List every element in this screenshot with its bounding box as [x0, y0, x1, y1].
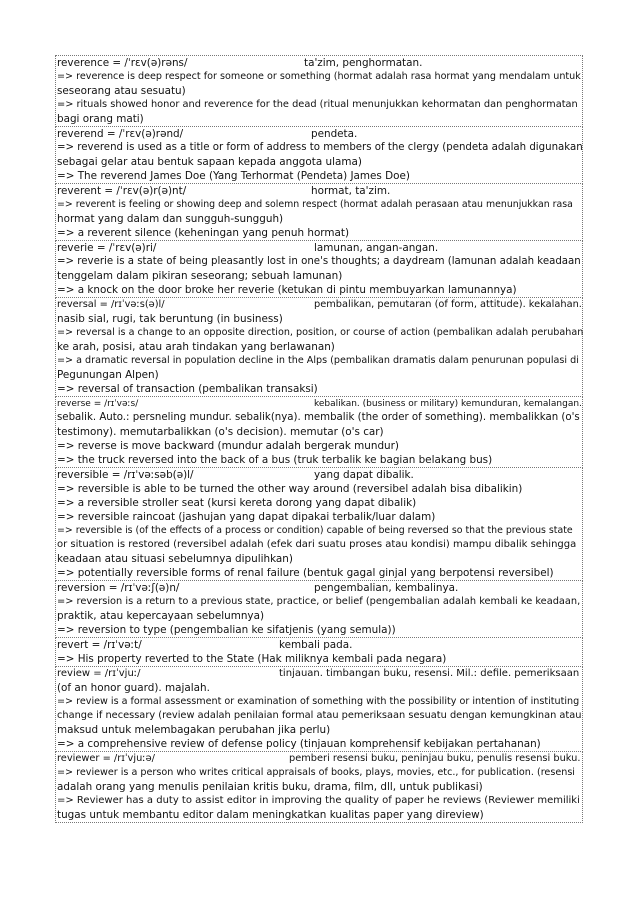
entry-line: => reversion is a return to a previous state, practice, or belief (pengembalian adalah kembali ke keadaan,	[57, 596, 581, 607]
entry-line: adalah orang yang menulis penilaian kritis buku, drama, film, dll, untuk publikasi)	[57, 781, 483, 793]
entry-term: reversion = /rɪˈvəːʃ(ə)n/	[57, 582, 180, 594]
entry-line: => reverent is feeling or showing deep and solemn respect (hormat adalah perasaan atau menunjukkan rasa	[57, 199, 573, 210]
entry-term: review = /rɪˈvjuː/	[57, 668, 141, 679]
entry-line: => reverend is used as a title or form of address to members of the clergy (pendeta adalah digunakan	[57, 142, 583, 153]
entry-line: => reverie is a state of being pleasantly lost in one's thoughts; a daydream (lamunan adalah keadaan	[57, 256, 581, 267]
entry-translation: pembalikan, pemutaran (of form, attitude). kekalahan.	[314, 299, 582, 310]
entry-line: => reversal is a change to an opposite direction, position, or course of action (pembalikan adalah perubahan	[57, 327, 584, 338]
dictionary-entry	[55, 55, 583, 127]
entry-translation: pemberi resensi buku, peninjau buku, penulis resensi buku.	[289, 753, 581, 764]
entry-term: reverse = /rɪˈvəːs/	[57, 399, 139, 409]
dictionary-entry	[55, 241, 583, 298]
entry-line: => a comprehensive review of defense policy (tinjauan komprehensif kebijakan pertahanan)	[57, 738, 541, 750]
dictionary-entry	[55, 127, 583, 184]
entry-line: => reversal of transaction (pembalikan transaksi)	[57, 383, 318, 395]
entry-term: reversible = /rɪˈvəːsəb(ə)l/	[57, 469, 194, 481]
entry-translation: hormat, ta'zim.	[311, 185, 391, 197]
entry-line: => a knock on the door broke her reverie (ketukan di pintu membuyarkan lamunannya)	[57, 284, 517, 296]
entry-line: => a reverent silence (keheningan yang penuh hormat)	[57, 227, 350, 239]
entry-line: tugas untuk membantu editor dalam meningkatkan kualitas paper yang direview)	[57, 809, 484, 821]
entry-line: => reverse is move backward (mundur adalah bergerak mundur)	[57, 440, 399, 452]
entry-line: => rituals showed honor and reverence for the dead (ritual menunjukkan kehormatan dan penghormatan	[57, 99, 578, 110]
dictionary-entry	[55, 667, 583, 752]
dictionary-entry	[55, 184, 583, 241]
entry-term: reverence = /ˈrɛv(ə)rəns/	[57, 57, 188, 69]
entry-line: => review is a formal assessment or examination of something with the possibility or intention of instituting	[57, 696, 580, 707]
entry-line: maksud untuk melembagakan perubahan jika perlu)	[57, 724, 331, 736]
entry-line: => potentially reversible forms of renal failure (bentuk gagal ginjal yang berpotensi reversibel)	[57, 567, 554, 579]
entry-headline	[56, 752, 582, 766]
entry-translation: tinjauan. timbangan buku, resensi. Mil.: defile. pemeriksaan	[279, 668, 580, 679]
entry-headline	[56, 56, 582, 70]
entry-line: => His property reverted to the State (Hak miliknya kembali pada negara)	[57, 653, 447, 665]
entry-headline	[56, 241, 582, 255]
dictionary-entry	[55, 752, 583, 823]
dictionary-entry	[55, 298, 583, 397]
entry-line: sebalik. Auto.: persneling mundur. sebalik(nya). membalik (the order of something). membalikkan (o's	[57, 412, 580, 423]
entry-line: => Reviewer has a duty to assist editor in improving the quality of paper he reviews (Reviewer memiliki	[57, 795, 580, 806]
dictionary-entry	[55, 581, 583, 638]
entry-line: bagi orang mati)	[57, 113, 144, 125]
entry-translation: pengembalian, kembalinya.	[314, 582, 459, 594]
entry-line: => reversible is able to be turned the other way around (reversibel adalah bisa dibalikin)	[57, 483, 523, 495]
entry-headline	[56, 298, 582, 312]
entry-headline	[56, 468, 582, 482]
dictionary-entry	[55, 468, 583, 581]
entry-line: seseorang atau sesuatu)	[57, 85, 186, 97]
entry-translation: kembali pada.	[279, 639, 353, 651]
entry-headline	[56, 184, 582, 198]
entry-line: => the truck reversed into the back of a bus (truk terbalik ke bagian belakang bus)	[57, 454, 493, 466]
entry-list	[55, 55, 583, 823]
entry-term: reverie = /ˈrɛv(ə)ri/	[57, 242, 157, 254]
entry-line: => a reversible stroller seat (kursi kereta dorong yang dapat dibalik)	[57, 497, 417, 509]
entry-term: reverend = /ˈrɛv(ə)rənd/	[57, 128, 184, 140]
entry-line: => reversible raincoat (jashujan yang dapat dipakai terbalik/luar dalam)	[57, 511, 436, 523]
entry-line: praktik, atau kepercayaan sebelumnya)	[57, 610, 265, 622]
entry-term: reviewer = /rɪˈvjuːə/	[57, 753, 155, 764]
entry-term: revert = /rɪˈvəːt/	[57, 639, 142, 651]
entry-line: => reversion to type (pengembalian ke sifatjenis (yang semula))	[57, 624, 396, 636]
entry-headline	[56, 667, 582, 681]
entry-line: sebagai gelar atau bentuk sapaan kepada anggota ulama)	[57, 156, 362, 168]
entry-headline	[56, 638, 582, 652]
entry-translation: lamunan, angan-angan.	[314, 242, 439, 254]
dictionary-entry	[55, 397, 583, 468]
entry-line: => reverence is deep respect for someone or something (hormat adalah rasa hormat yang mendalam untuk	[57, 71, 581, 82]
entry-line: => reversible is (of the effects of a process or condition) capable of being reversed so that the previous state	[57, 525, 573, 536]
entry-line: keadaan atau situasi sebelumnya dipulihkan)	[57, 553, 293, 565]
dictionary-entry	[55, 638, 583, 667]
entry-line: (of an honor guard). majalah.	[57, 682, 210, 694]
entry-translation: yang dapat dibalik.	[314, 469, 414, 481]
entry-headline	[56, 397, 582, 411]
entry-line: => a dramatic reversal in population decline in the Alps (pembalikan dramatis dalam penurunan populasi di	[57, 355, 579, 366]
entry-term: reversal = /rɪˈvəːs(ə)l/	[57, 299, 165, 310]
entry-line: testimony). memutarbalikkan (o's decision). memutar (o's car)	[57, 426, 384, 438]
entry-line: nasib sial, rugi, tak beruntung (in business)	[57, 313, 283, 325]
entry-line: => reviewer is a person who writes critical appraisals of books, plays, movies, etc., for publication. (resensi	[57, 767, 575, 778]
entry-translation: pendeta.	[311, 128, 358, 140]
entry-line: => The reverend James Doe (Yang Terhormat (Pendeta) James Doe)	[57, 170, 410, 182]
dictionary-page	[55, 55, 583, 823]
entry-line: ke arah, posisi, atau arah tindakan yang berlawanan)	[57, 341, 335, 353]
entry-headline	[56, 127, 582, 141]
entry-term: reverent = /ˈrɛv(ə)r(ə)nt/	[57, 185, 187, 197]
entry-headline	[56, 581, 582, 595]
entry-line: change if necessary (review adalah penilaian formal atau pemeriksaan sesuatu dengan kemungkinan atau	[57, 710, 582, 721]
entry-translation: ta'zim, penghormatan.	[304, 57, 423, 69]
entry-line: hormat yang dalam dan sungguh-sungguh)	[57, 213, 284, 225]
entry-line: tenggelam dalam pikiran seseorang; sebuah lamunan)	[57, 270, 343, 282]
entry-translation: kebalikan. (business or military) kemunduran, kemalangan.	[314, 399, 582, 409]
entry-line: or situation is restored (reversibel adalah (efek dari suatu proses atau kondisi) mampu dibalik sehingga	[57, 539, 577, 550]
entry-line: Pegunungan Alpen)	[57, 369, 159, 381]
